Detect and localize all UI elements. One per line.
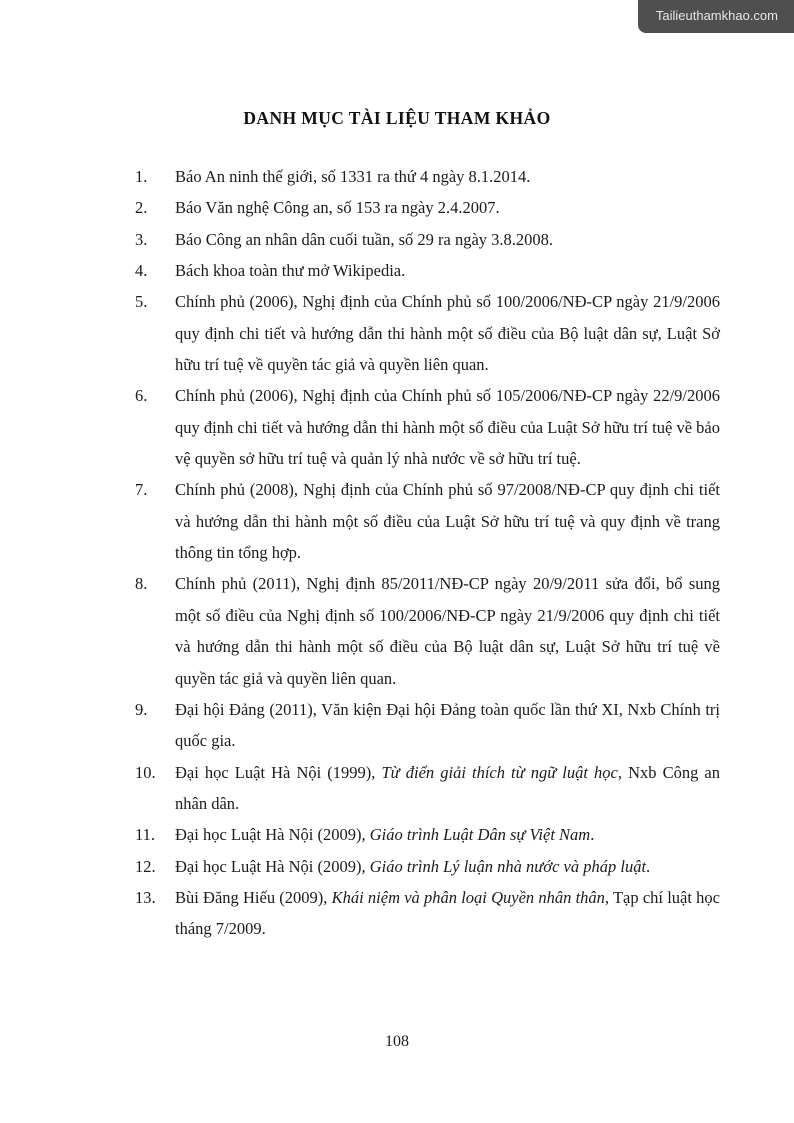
reference-segment: , Nxb Công an nhân dân.	[175, 762, 720, 813]
reference-item	[135, 757, 720, 820]
reference-item	[135, 224, 720, 255]
reference-text	[175, 574, 720, 687]
page-title: DANH MỤC TÀI LIỆU THAM KHẢO	[243, 108, 551, 128]
reference-text	[175, 763, 720, 813]
reference-text	[175, 825, 594, 844]
reference-segment: Đại học Luật Hà Nội (2009),	[175, 856, 370, 876]
reference-segment: , Tạp chí luật học tháng 7/2009.	[175, 887, 720, 939]
reference-text	[175, 857, 650, 876]
reference-segment: Chính phủ (2011), Nghị định 85/2011/NĐ-CP ngày 20/9/2011 sửa đổi, bổ sung một số điều của Nghị định số 100/2006/NĐ-CP ngày 21/9/2006 quy định chi tiết và hướng dẫn thi hành một số điều của Bộ luật dân sự, Luật Sở hữu trí tuệ về quyền tác giả và quyền liên quan.	[175, 574, 720, 688]
reference-item	[135, 819, 720, 850]
reference-item	[135, 255, 720, 286]
watermark-text: Tailieuthamkhao.com	[655, 8, 778, 23]
reference-number: 7.	[135, 480, 148, 500]
reference-number: 8.	[135, 574, 148, 594]
reference-segment: Báo An ninh thế giới, số 1331 ra thứ 4 ngày 8.1.2014.	[175, 167, 531, 186]
reference-number: 11.	[135, 825, 156, 845]
reference-text	[175, 198, 500, 217]
reference-item	[135, 286, 720, 380]
reference-number: 10.	[135, 762, 156, 782]
reference-segment: .	[646, 856, 651, 876]
reference-number: 5.	[135, 292, 148, 312]
reference-item	[135, 851, 720, 882]
reference-segment: Đại học Luật Hà Nội (2009),	[175, 825, 370, 845]
reference-segment: Đại hội Đảng (2011), Văn kiện Đại hội Đảng toàn quốc lần thứ XI, Nxb Chính trị quốc gia.	[175, 699, 720, 751]
reference-text	[175, 292, 720, 374]
reference-text	[175, 167, 530, 186]
reference-item	[135, 568, 720, 693]
reference-text	[175, 230, 553, 249]
reference-text	[175, 386, 720, 468]
reference-segment: Bách khoa toàn thư mở Wikipedia.	[175, 261, 406, 281]
reference-segment: Từ điển giải thích từ ngữ luật học	[381, 762, 618, 782]
reference-segment: Bùi Đăng Hiếu (2009),	[175, 887, 332, 907]
reference-segment: Chính phủ (2008), Nghị định của Chính phủ số 97/2008/NĐ-CP quy định chi tiết và hướng dẫn thi hành một số điều của Luật Sở hữu trí tuệ và quy định về trang thông tin tổng hợp.	[175, 480, 720, 563]
reference-list	[135, 161, 720, 945]
reference-item	[135, 380, 720, 474]
reference-segment: Giáo trình Luật Dân sự Việt Nam	[369, 825, 591, 845]
reference-segment: Báo Công an nhân dân cuối tuần, số 29 ra ngày 3.8.2008.	[175, 229, 554, 249]
reference-text	[175, 480, 720, 562]
reference-item	[135, 192, 720, 223]
watermark-badge	[638, 0, 794, 33]
reference-segment: Báo Văn nghệ Công an, số 153 ra ngày 2.4.2007.	[175, 198, 500, 218]
reference-number: 6.	[135, 386, 148, 406]
reference-item	[135, 882, 720, 945]
reference-number: 4.	[135, 261, 148, 281]
reference-segment: Chính phủ (2006), Nghị định của Chính phủ số 100/2006/NĐ-CP ngày 21/9/2006 quy định chi tiết và hướng dẫn thi hành một số điều của Bộ luật dân sự, Luật Sở hữu trí tuệ về quyền tác giả và quyền liên quan.	[175, 292, 720, 375]
reference-number: 13.	[135, 887, 156, 907]
reference-number: 2.	[135, 198, 148, 218]
reference-segment: Chính phủ (2006), Nghị định của Chính phủ số 105/2006/NĐ-CP ngày 22/9/2006 quy định chi tiết và hướng dẫn thi hành một số điều của Luật Sở hữu trí tuệ về bảo vệ quyền sở hữu trí tuệ và quản lý nhà nước về sở hữu trí tuệ.	[175, 386, 720, 469]
reference-text	[175, 261, 405, 280]
reference-item	[135, 161, 720, 192]
reference-item	[135, 694, 720, 757]
reference-number: 1.	[135, 167, 148, 186]
reference-text	[175, 700, 720, 750]
reference-number: 12.	[135, 856, 156, 876]
reference-segment: Giáo trình Lý luận nhà nước và pháp luật	[369, 856, 647, 876]
reference-segment: Khái niệm và phân loại Quyền nhân thân	[331, 887, 605, 907]
page-number: 108	[385, 1033, 409, 1050]
reference-number: 9.	[135, 699, 148, 719]
reference-text	[175, 888, 720, 938]
reference-segment: Đại học Luật Hà Nội (1999),	[175, 762, 382, 782]
reference-number: 3.	[135, 229, 148, 249]
reference-segment: .	[590, 825, 595, 845]
reference-item	[135, 474, 720, 568]
